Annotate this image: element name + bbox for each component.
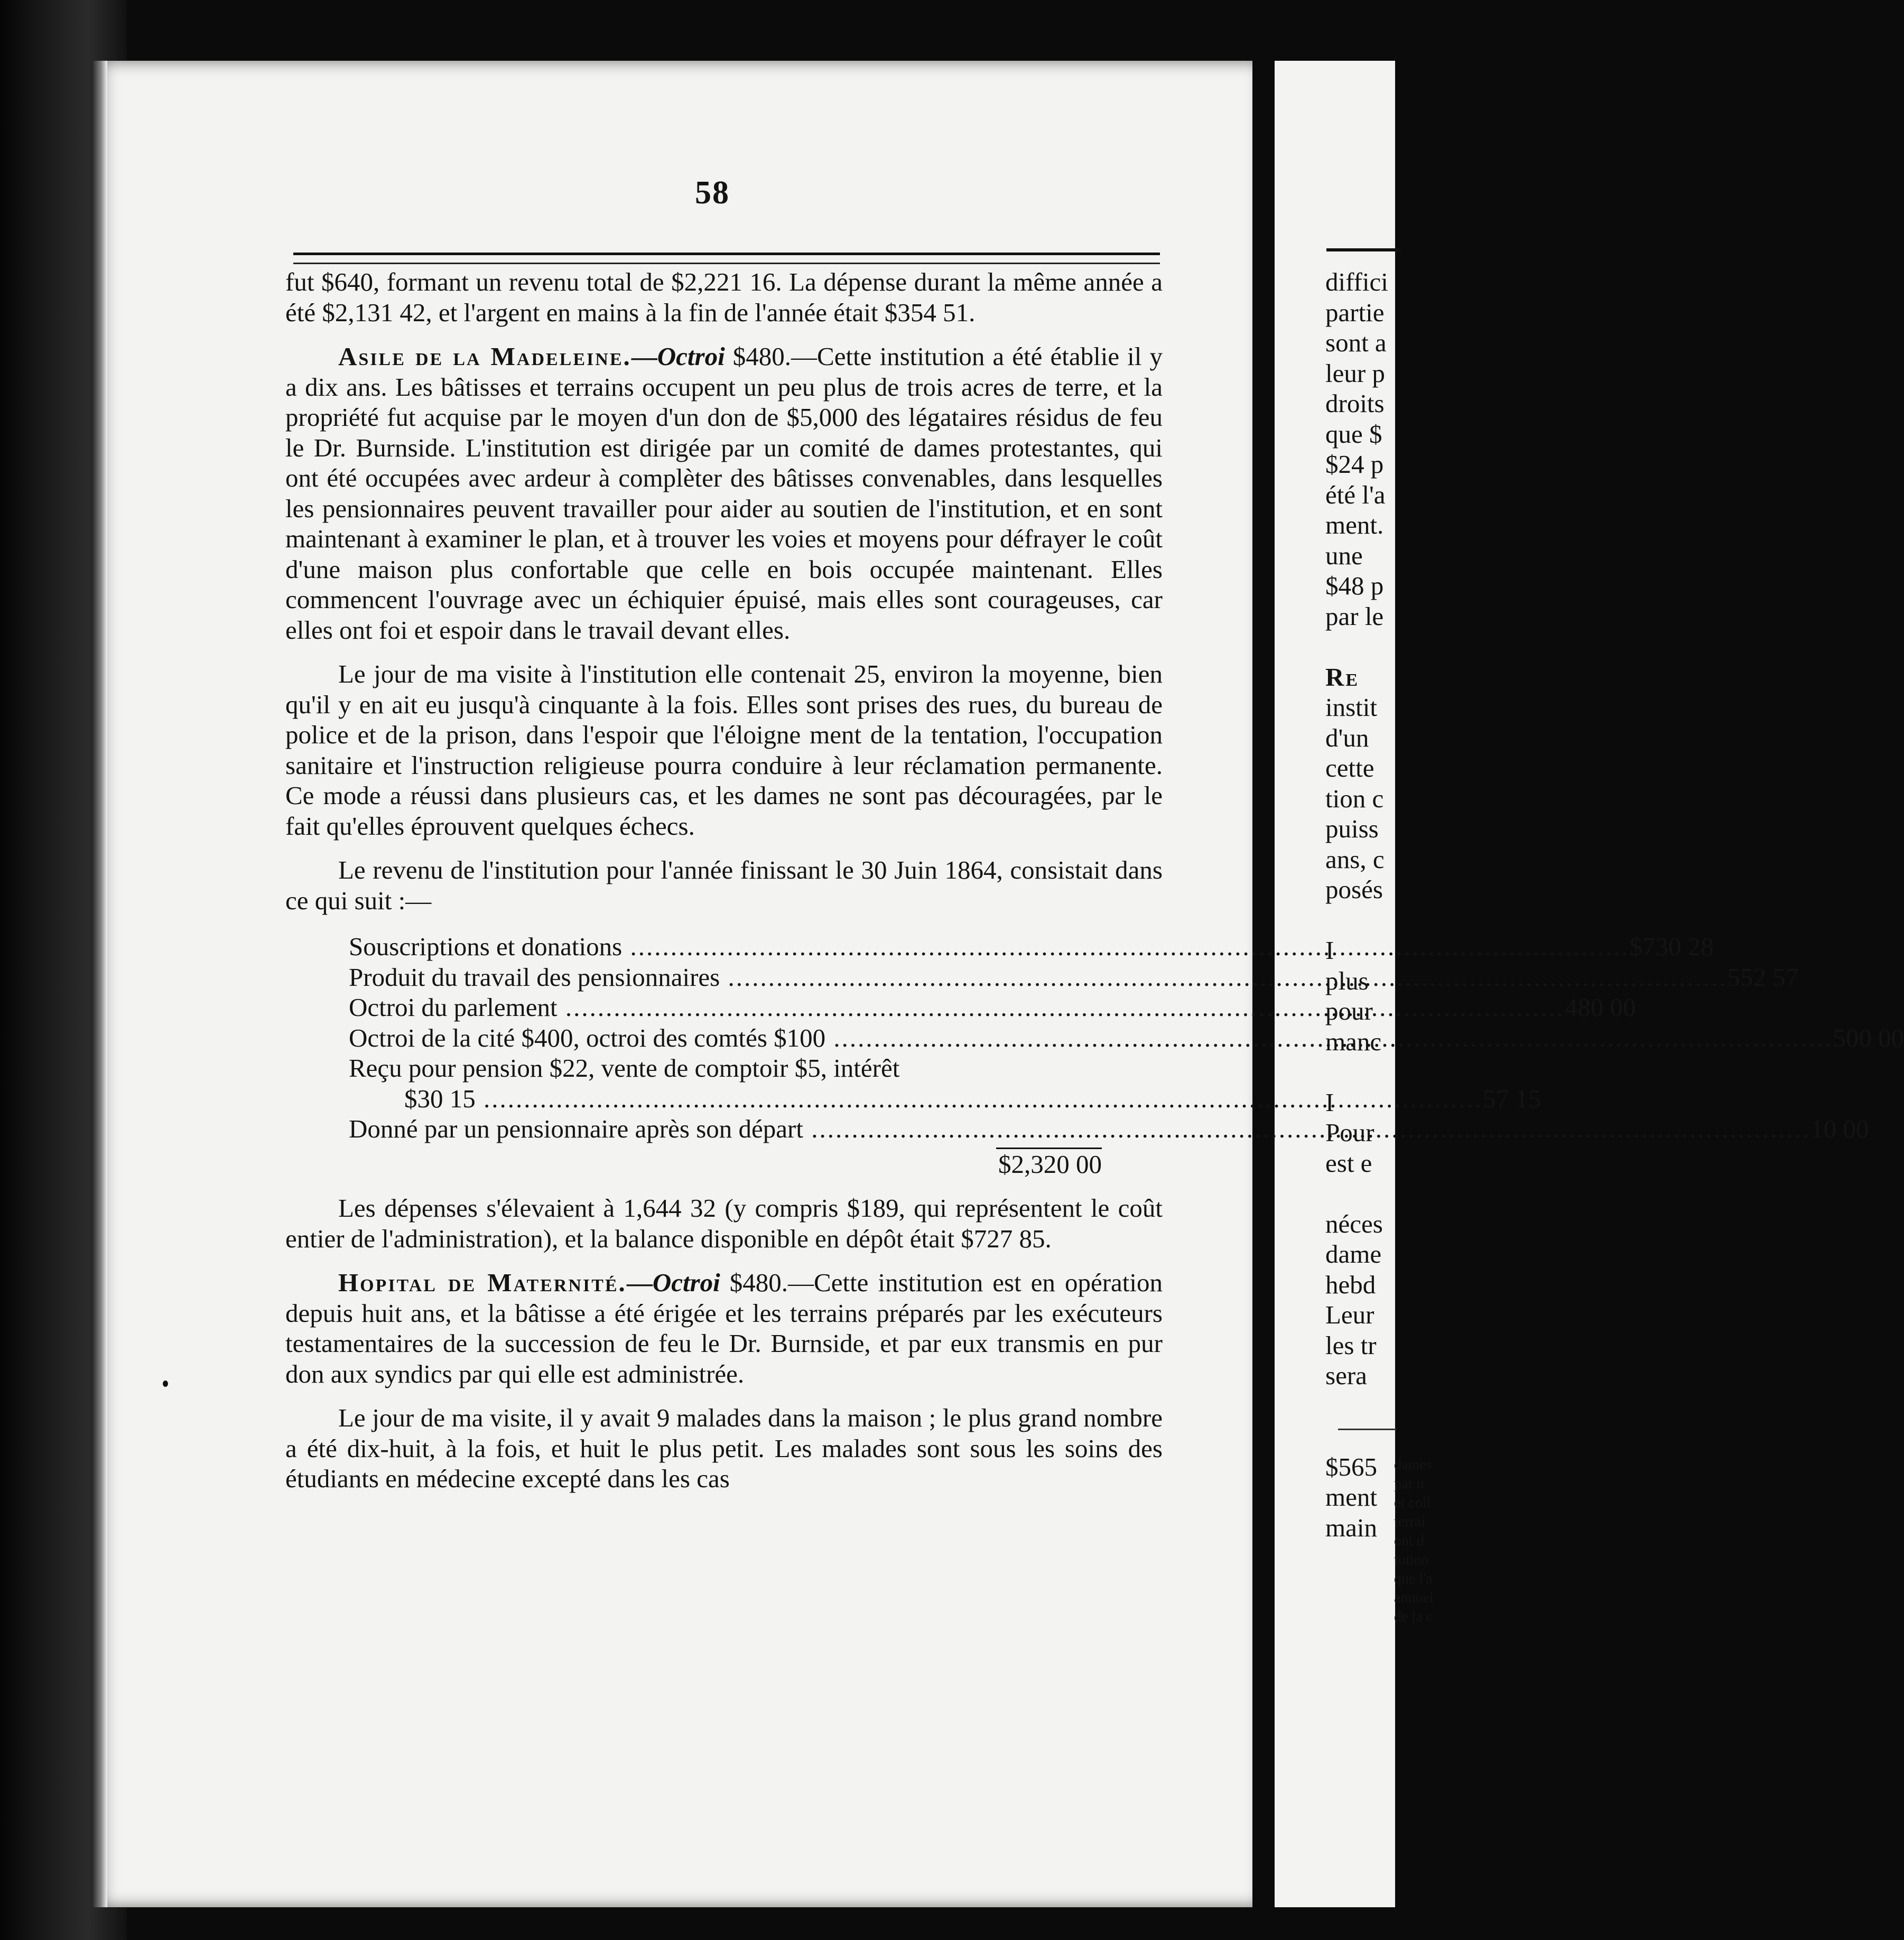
page-binding-shadow	[92, 61, 107, 1907]
right-page-line: $48 p	[1325, 571, 1384, 600]
right-page-line: les tr	[1325, 1330, 1377, 1360]
right-page-header-rule	[1326, 248, 1400, 251]
right-page-line: I	[1325, 936, 1334, 965]
paragraph-asile	[285, 341, 1163, 645]
ledger-total: $2,320 00	[998, 1149, 1102, 1179]
right-page-line: sont a	[1325, 328, 1387, 357]
paragraph-maternite	[285, 1267, 1163, 1389]
right-page-line: Pour	[1325, 1118, 1374, 1147]
ink-speck	[163, 1381, 168, 1387]
right-page-line: que $	[1325, 419, 1382, 449]
right-page-line: instit	[1325, 693, 1378, 722]
ledger-amount: 10 00	[1810, 1114, 1869, 1143]
right-page-line: hebd	[1325, 1270, 1376, 1299]
right-page-line: droits	[1325, 389, 1385, 418]
ledger-amount: 57 15	[1483, 1084, 1541, 1113]
ledger-row	[349, 931, 1714, 962]
heading-dash: —	[626, 1268, 653, 1297]
section-heading-asile: Asile de la Madeleine.	[338, 342, 631, 371]
right-page-line: plus	[1325, 966, 1369, 995]
paragraph-revenu: Le revenu de l'institution pour l'année finissant le 30 Juin 1864, consistait dans ce qui suit :—	[285, 855, 1163, 915]
right-page-line: $565	[1325, 1452, 1377, 1481]
octroi-label: Octroi	[657, 342, 725, 371]
ledger-amount: 480 00	[1564, 993, 1636, 1022]
right-page-footnote-line: que l'a	[1394, 1571, 1433, 1587]
right-page-line: tion c	[1325, 784, 1384, 813]
right-page-line	[1325, 1421, 1484, 1452]
right-page-footnote-rule	[1338, 1429, 1396, 1430]
right-page-footnote-line: terrai	[1394, 1514, 1426, 1530]
paragraph-1: fut $640, formant un revenu total de $2,221 16. La dépense durant la même année a été $2,131 42, et l'argent en mains à la fin de l'année était $354 51.	[285, 267, 1163, 327]
ledger-desc: Donné par un pensionnaire après son départ .....	[349, 1114, 1810, 1144]
ledger-amount: 552 57	[1727, 962, 1799, 992]
right-page-line: cette	[1325, 753, 1374, 782]
right-page-line: Re	[1325, 662, 1360, 692]
right-page-line: été l'a	[1325, 480, 1386, 509]
ledger-row	[349, 1053, 1102, 1084]
right-page-line: manc	[1325, 1027, 1382, 1056]
right-page-line	[1325, 631, 1484, 662]
paragraph-asile-body: $480.—Cette institution a été établie il y a dix ans. Les bâtisses et terrains occupent un peu plus de trois acres de terre, et la propriété fut acquise par le moyen d'un don de $5,000 des légataires résidus de feu le Dr. Burnside. L'institution est dirigée par un comité de dames protestantes, qui ont été occupées avec ardeur à complèter des bâtisses convenables, dans lesquelles les pensionnaires peuvent travailler pour aider au soutien de l'institution, et en sont maintenant à examiner le plan, et à trouver les voies et moyens pour défrayer le coût d'une maison plus confortable que celle en bois occupée maintenant. Elles commencent l'ouvrage avec un échiquier épuisé, mais elles sont courageuses, car elles ont foi et espoir dans le travail devant elles.	[285, 342, 1163, 645]
right-page-footnotes	[1394, 1456, 1500, 1627]
right-page-footnote-line: par u	[1394, 1476, 1424, 1492]
right-page-line: par le	[1325, 601, 1384, 631]
right-page-line: sera	[1325, 1361, 1367, 1390]
ledger-desc: Produit du travail des pensionnaires .....	[349, 962, 1727, 993]
paragraph-depenses: Les dépenses s'élevaient à 1,644 32 (y compris $189, qui représentent le coût entier de l'administration), et la balance disponible en dépôt était $727 85.	[285, 1193, 1163, 1253]
paragraph-malades: Le jour de ma visite, il y avait 9 malades dans la maison ; le plus grand nombre a été dix-huit, à la fois, et huit le plus petit. Les malades sont sous les soins des étudiants en médecine excepté dans les cas	[285, 1403, 1163, 1493]
right-page-line	[1325, 1391, 1484, 1422]
right-page-line: ment	[1325, 1482, 1377, 1512]
right-page-footnote-line: de la c	[1394, 1609, 1433, 1625]
ledger-desc: Souscriptions et donations .....	[349, 931, 1629, 962]
right-page-line: une	[1325, 540, 1363, 570]
right-page-footnote-line: annuel	[1394, 1590, 1434, 1606]
ledger-desc: $30 15 .....	[349, 1084, 1483, 1114]
right-page-line: ment.	[1325, 510, 1384, 539]
heading-dash: —	[631, 342, 657, 371]
right-page-line	[1325, 1057, 1484, 1087]
right-page-line: main	[1325, 1513, 1377, 1542]
right-page-footnote-line: tution	[1394, 1552, 1429, 1568]
right-page-line: partie	[1325, 297, 1385, 327]
right-page-line	[1325, 1178, 1484, 1209]
right-page-line: est e	[1325, 1148, 1372, 1178]
ledger-amount: $730 28	[1629, 932, 1714, 961]
right-page-line: néces	[1325, 1209, 1383, 1238]
right-page-footnote-line: dames	[1394, 1457, 1432, 1473]
right-page-line: Leur	[1325, 1300, 1374, 1329]
octroi-label: Octroi	[652, 1268, 720, 1297]
ledger-desc: Octroi de la cité $400, octroi des comtés $100 .....	[349, 1023, 1833, 1053]
right-page-footnote-line: ont d	[1394, 1533, 1424, 1549]
right-page-line: dame	[1325, 1239, 1382, 1269]
ledger-amount: 500 00	[1833, 1023, 1904, 1052]
ledger-desc: Reçu pour pension $22, vente de comptoir $5, intérêt	[349, 1053, 900, 1083]
right-page-line: puiss	[1325, 814, 1379, 843]
right-page-line: posés	[1325, 875, 1383, 904]
page-number: 58	[695, 175, 730, 211]
right-page-line: pour	[1325, 996, 1373, 1025]
right-page-line: $24 p	[1325, 450, 1384, 479]
right-page-line: I	[1325, 1087, 1334, 1117]
right-page-line	[1325, 905, 1484, 936]
header-rule	[293, 253, 1160, 264]
right-page-line: ans, c	[1325, 844, 1385, 874]
right-page-line: diffici	[1325, 267, 1388, 296]
right-page-line: leur p	[1325, 358, 1385, 388]
right-page-text-column	[1325, 267, 1484, 1543]
right-page-footnote-line: et coll	[1394, 1495, 1431, 1511]
right-page-line: d'un	[1325, 723, 1369, 752]
ledger-desc: Octroi du parlement .....	[349, 992, 1565, 1023]
paragraph-visite: Le jour de ma visite à l'institution elle contenait 25, environ la moyenne, bien qu'il y en ait eu jusqu'à cinquante à la fois. Elles sont prises des rues, du bureau de police et de la prison, dans l'espoir que l'éloigne ment de la tentation, l'occupation sanitaire et l'instruction religieuse pourra conduire à leur réclamation permanente. Ce mode a réussi dans plusieurs cas, et les dames ne sont pas découragées, par le fait qu'elles éprouvent quelques échecs.	[285, 659, 1163, 841]
section-heading-maternite: Hopital de Maternité.	[338, 1268, 627, 1297]
paragraph-maternite-body: $480.—Cette institution est en opération depuis huit ans, et la bâtisse a été érigée et les terrains préparés par les exécuteurs testamentaires de la succession de feu le Dr. Burnside, et par eux transmis en pur don aux syndics par qui elle est administrée.	[285, 1268, 1163, 1388]
ledger-row	[349, 1084, 1541, 1114]
